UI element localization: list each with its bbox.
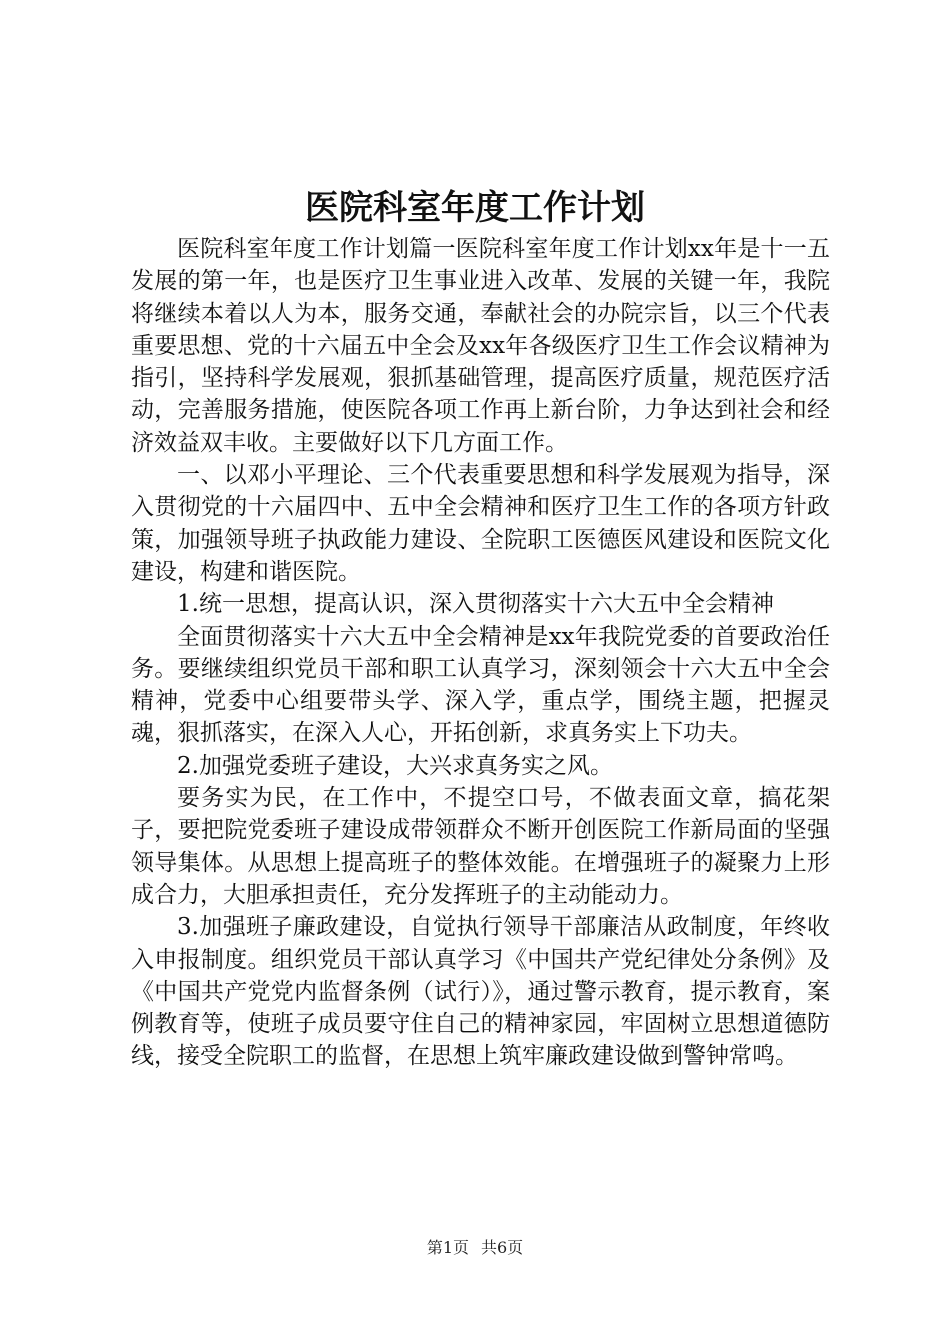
page-number: 第1页	[426, 1238, 469, 1257]
page-footer	[0, 1237, 950, 1259]
page-total: 共6页	[481, 1238, 524, 1257]
paragraph-section-one: 一、以邓小平理论、三个代表重要思想和科学发展观为指导，深入贯彻党的十六届四中、五中全会精神和医疗卫生工作的各项方针政策，加强领导班子执政能力建设、全院职工医德医风建设和医院文化建设，构建和谐医院。	[131, 462, 830, 585]
paragraph-item-1-heading: 1.统一思想，提高认识，深入贯彻落实十六大五中全会精神	[177, 591, 774, 618]
document-body	[131, 233, 830, 1073]
document-title: 医院科室年度工作计划	[305, 188, 645, 228]
paragraph-item-2-heading: 2.加强党委班子建设，大兴求真务实之风。	[177, 752, 613, 779]
paragraph-item-1-body: 全面贯彻落实十六大五中全会精神是xx年我院党委的首要政治任务。要继续组织党员干部和职工认真学习，深刻领会十六大五中全会精神，党委中心组要带头学、深入学，重点学，围绕主题，把握灵魂，狠抓落实，在深入人心，开拓创新，求真务实上下功夫。	[131, 623, 830, 747]
paragraph-item-2-body: 要务实为民，在工作中，不提空口号，不做表面文章，搞花架子，要把院党委班子建设成带领群众不断开创医院工作新局面的坚强领导集体。从思想上提高班子的整体效能。在增强班子的凝聚力上形成合力，大胆承担责任，充分发挥班子的主动能动力。	[131, 785, 830, 908]
paragraph-intro: 医院科室年度工作计划篇一医院科室年度工作计划xx年是十一五发展的第一年，也是医疗卫生事业进入改革、发展的关键一年，我院将继续本着以人为本，服务交通，奉献社会的办院宗旨，以三个代表重要思想、党的十六届五中全会及xx年各级医疗卫生工作会议精神为指引，坚持科学发展观，狠抓基础管理，提高医疗质量，规范医疗活动，完善服务措施，使医院各项工作再上新台阶，力争达到社会和经济效益双丰收。主要做好以下几方面工作。	[131, 236, 830, 456]
paragraph-item-3: 3.加强班子廉政建设，自觉执行领导干部廉洁从政制度，年终收入申报制度。组织党员干部认真学习《中国共产党纪律处分条例》及《中国共产党党内监督条例（试行）》，通过警示教育，提示教育，案例教育等，使班子成员要守住自己的精神家园，牢固树立思想道德防线，接受全院职工的监督，在思想上筑牢廉政建设做到警钟常鸣。	[131, 914, 830, 1070]
